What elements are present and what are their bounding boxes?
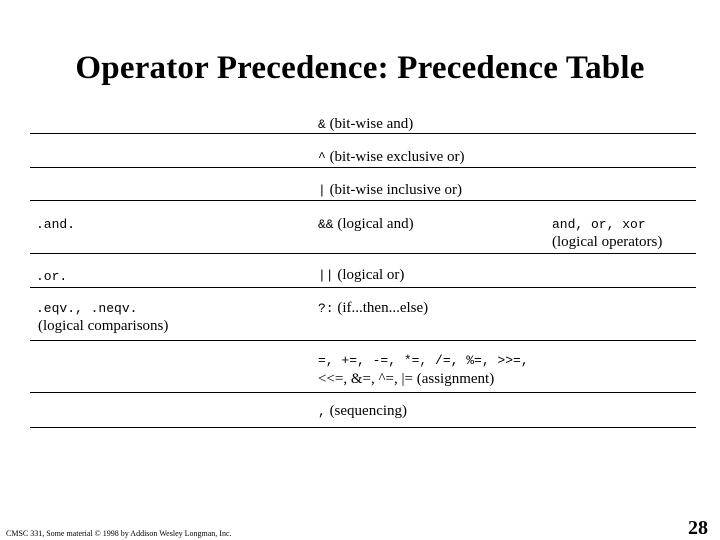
operator-description: (sequencing) (325, 403, 408, 419)
table-row (318, 266, 404, 285)
operator-description: (logical or) (333, 267, 405, 283)
table-row (318, 215, 414, 234)
assignment-operators-line1: =, +=, -=, *=, /=, %=, >>=, (318, 353, 529, 368)
table-row (318, 115, 413, 134)
operator-symbol: ^ (318, 150, 326, 165)
fortran-operator: .or. (36, 269, 68, 284)
fortran-operator-note: (logical comparisons) (38, 318, 169, 334)
operator-description: (logical and) (333, 216, 414, 232)
table-row (318, 402, 407, 421)
operator-symbol: , (318, 404, 326, 419)
table-divider (30, 200, 696, 201)
table-divider (30, 167, 696, 168)
page-number: 28 (688, 517, 708, 539)
footer-credit: CMSC 331, Some material © 1998 by Addison Wesley Longman, Inc. (6, 529, 232, 538)
operator-symbol: || (318, 268, 334, 283)
operator-symbol: && (318, 217, 334, 232)
other-language-note: (logical operators) (552, 234, 663, 250)
other-language-operator: and, or, xor (552, 217, 646, 232)
operator-symbol: ?: (318, 301, 334, 316)
fortran-operator: .eqv., .neqv. (36, 301, 138, 316)
table-divider (30, 287, 696, 288)
operator-description: (bit-wise and) (325, 116, 414, 132)
operator-symbol: | (318, 183, 326, 198)
table-divider (30, 392, 696, 393)
assignment-operators-line2: <<=, &=, ^=, |= (assignment) (318, 371, 495, 387)
table-row (318, 148, 465, 167)
table-row (318, 181, 462, 200)
table-row (318, 299, 428, 318)
table-divider (30, 340, 696, 341)
operator-description: (bit-wise exclusive or) (325, 149, 465, 165)
table-divider (30, 253, 696, 254)
operator-description: (if...then...else) (333, 300, 429, 316)
fortran-operator: .and. (36, 217, 76, 232)
operator-description: (bit-wise inclusive or) (325, 182, 463, 198)
operator-symbol: & (318, 117, 326, 132)
slide-title: Operator Precedence: Precedence Table (75, 50, 645, 86)
table-divider (30, 427, 696, 428)
